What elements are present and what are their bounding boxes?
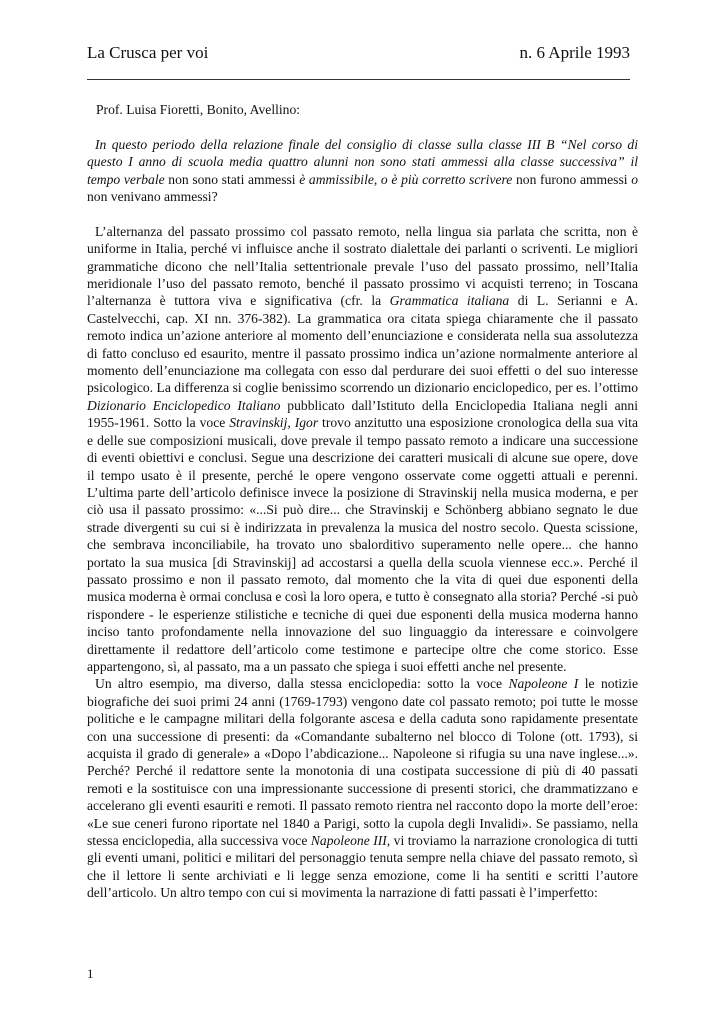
p1-text-3: pubblicato dall’Istituto della Enciclopedia Italiana negli anni 1955-1961. Sotto la voce (87, 397, 638, 431)
question-plain-1: non sono stati ammessi (164, 171, 300, 187)
p2-italic-1: Napoleone I (508, 676, 579, 692)
question-plain-2: non furono ammessi (512, 171, 632, 187)
header-rule (87, 79, 630, 80)
p1-italic-3: Stravinskij, Igor (229, 415, 319, 431)
page-number: 1 (87, 966, 94, 981)
sender-line: Prof. Luisa Fioretti, Bonito, Avellino: (96, 102, 301, 117)
p2-text-1: Un altro esempio, ma diverso, dalla stessa enciclopedia: sotto la voce (95, 676, 509, 692)
issue-date: n. 6 Aprile 1993 (519, 43, 630, 62)
p1-italic-1: Grammatica italiana (389, 293, 510, 309)
journal-title: La Crusca per voi (87, 43, 209, 62)
p1-text-4: trovo anzitutto una esposizione cronologica della sua vita e delle sue composizioni musicali, dove prevale il tempo passato remoto a indicare una successione di eventi obiettivi e conclusi. Segue una descrizione dei caratteri musicali di alcune sue opere, dove il tempo usato è il presente, perché le opere vengono osservate come oggetti attuali e perenni. L’ultima parte dell’articolo definisce invece la posizione di Stravinskij nella musica moderna, e per ciò usa il passato prossimo: «...Si può dire... che Stravinskij e Schönberg abbiano segnato le due strade divergenti su cui si è indirizzata in prevalenza la musica del nostro secolo. Questa scissione, che sembrava inconciliabile, ha trovato uno sbalorditivo superamento nelle opere... che hanno portato la sua musica [di Stravinskij] ad accostarsi a quella della scuola viennese ecc.». Perché il passato prossimo e non il passato remoto, dal momento che la vita di quei due esponenti della musica moderna è ormai conclusa e così la loro opera, e tutto è consegnato alla storia? Perché -si può rispondere - le esperienze stilistiche e tecniche di quei due esponenti della musica moderna hanno inciso tanto profondamente nella innovazione del suo linguaggio da interessare e coinvolgere direttamente il redattore dell’articolo come testimone e partecipe oltre che come storico. Esse appartengono, sì, al passato, ma a un passato che spiega i suoi effetti anche nel presente. (87, 415, 638, 674)
question-paragraph (87, 136, 638, 206)
p1-text-2: di L. Serianni e A. Castelvecchi, cap. XI nn. 376-382). La grammatica ora citata spiega chiaramente che il passato remoto indica un’azione anteriore al momento dell’enunciazione e considerata nella sua assolutezza di fatto concluso ed esaurito, mentre il passato prossimo indica un’azione normalmente anteriore al momento dell’enunciazione ma collegata con esso dal perdurare dei suoi effetti o del suo interesse psicologico. La differenza si coglie benissimo scorrendo un dizionario enciclopedico, per es. l’ottimo (87, 293, 638, 396)
p2-italic-2: Napoleone III, (310, 833, 391, 849)
question-italic-3: o (631, 171, 638, 187)
p2-text-3: vi troviamo la narrazione cronologica di tutti gli eventi umani, politici e militari del personaggio tenuta sempre nella chiave del passato remoto, sì che il lettore li sente archiviati e li legge senza emozione, come li ha sentiti e scritti l’autore dell’articolo. Un altro tempo con cui si movimenta la narrazione di fatti passati è l’imperfetto: (87, 833, 638, 901)
p2-text-2: le notizie biografiche dei suoi primi 24 anni (1769-1793) vengono date col passato remoto; poi tutte le mosse politiche e le campagne militari della folgorante ascesa e della caduta sono rapidamente presentate con una successione di presenti: da «Comandante subalterno nel blocco di Tolone (ott. 1793), si acquista il grado di generale» a «Dopo l’abdicazione... Napoleone si rifugia su una nave inglese...». Perché? Perché il redattore sente la monotonia di una costipata successione di più di 40 passati remoti e la sostituisce con una impressionante successione di presenti storici, che drammatizzano e accelerano gli eventi esauriti e remoti. Il passato remoto rientra nel racconto dopo la morte dell’eroe: «Le sue ceneri furono riportate nel 1840 a Parigi, sotto la cupola degli Invalidi». Se passiamo, nella stessa enciclopedia, alla successiva voce (87, 676, 638, 849)
question-italic-1: In questo periodo della relazione finale del consiglio di classe sulla classe III B “Nel corso di questo I anno di scuola media quattro alunni non sono stati ammessi alla classe successiva” il tempo verbale (87, 136, 638, 187)
answer-paragraph-2 (87, 675, 638, 901)
question-italic-2: è ammissibile, o è più corretto scrivere (299, 171, 513, 187)
question-plain-3: non venivano ammessi? (87, 189, 218, 205)
answer-paragraph-1 (87, 223, 638, 676)
p1-italic-2: Dizionario Enciclopedico Italiano (87, 397, 281, 413)
page-header (87, 43, 630, 67)
p1-text-1: L’alternanza del passato prossimo col passato remoto, nella lingua sia parlata che scritta, non è uniforme in Italia, perché vi influisce anche il sostrato dialettale dei parlanti o scriventi. Le migliori grammatiche dicono che nell’Italia settentrionale prevale l’uso del passato prossimo, nell’Italia meridionale l’uso del passato remoto, benché il passato prossimo vi acquisti terreno; in Toscana l’alternanza è tuttora viva e significativa (cfr. la (87, 223, 638, 309)
document-body (87, 101, 638, 902)
